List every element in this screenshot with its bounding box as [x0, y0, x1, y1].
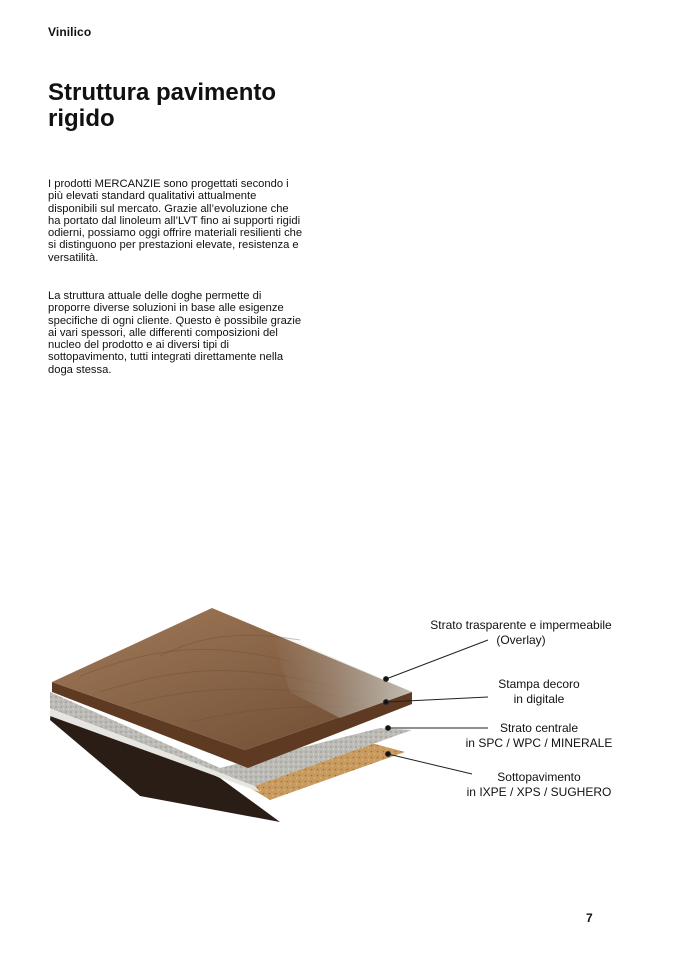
callout-core-sub: in SPC / WPC / MINERALE [465, 736, 613, 750]
callout-decor-sub: in digitale [513, 692, 565, 706]
callout-core [458, 721, 620, 751]
callout-underlay-sub: in IXPE / XPS / SUGHERO [466, 785, 612, 799]
callout-decor [480, 677, 598, 707]
callout-underlay [460, 770, 618, 800]
intro-paragraph: I prodotti MERCANZIE sono progettati secondo i più elevati standard qualitativi attualmente disponibili sul mercato. Grazie all’evoluzione che ha portato dal linoleum all’LVT fino ai supporti rigidi odierni, possiamo oggi offrire materiali resilienti che si distinguono per prestazioni elevate, resistenza e versatilità. [48, 178, 303, 264]
callout-decor-title: Stampa decoro [498, 677, 580, 691]
callout-overlay [416, 618, 626, 648]
page-title: Struttura pavimento rigido [48, 79, 277, 132]
callout-overlay-title: Strato trasparente e impermeabile [430, 618, 612, 632]
callout-core-title: Strato centrale [499, 721, 579, 735]
callout-underlay-title: Sottopavimento [497, 770, 581, 784]
page-number: 7 [586, 911, 593, 925]
callout-overlay-sub: (Overlay) [496, 633, 546, 647]
structure-paragraph: La struttura attuale delle doghe permette di proporre diverse soluzioni in base alle esigenze specifiche di ogni cliente. Questo è possibile grazie ai vari spessori, alle differenti composizioni del nucleo del prodotto e ai diversi tipi di sottopavimento, tutti integrati direttamente nella doga stessa. [48, 290, 302, 376]
section-label: Vinilico [48, 25, 92, 39]
